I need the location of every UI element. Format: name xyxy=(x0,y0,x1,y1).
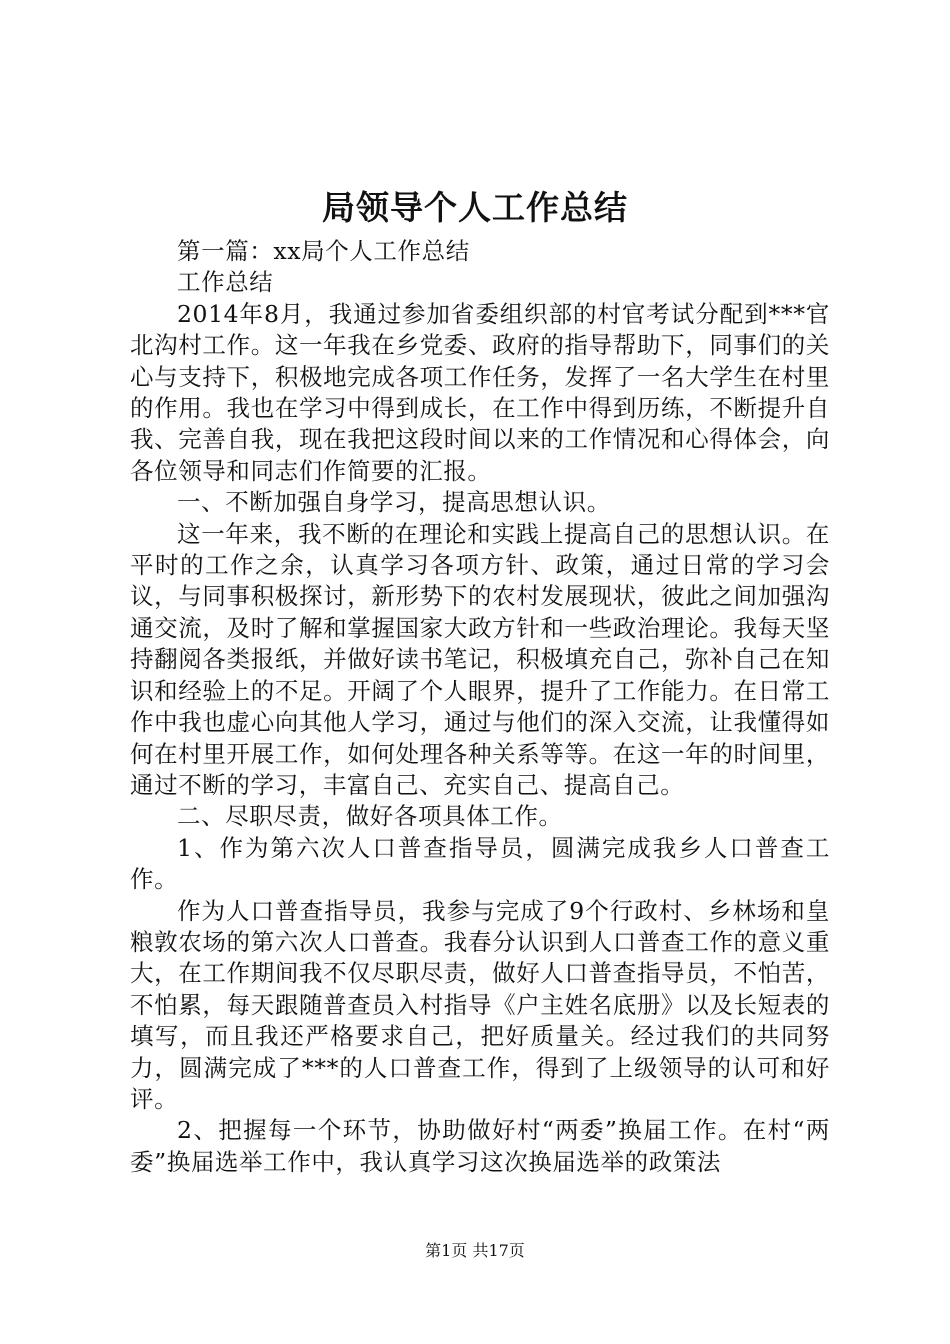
section-heading: 一、不断加强自身学习，提高思想认识。 xyxy=(177,488,611,517)
paragraph: 这一年来，我不断的在理论和实践上提高自己的思想认识。在平时的工作之余，认真学习各项方针、政策，通过日常的学习会议，与同事积极探讨，新形势下的农村发展现状，彼此之间加强沟通交流，及时了解和掌握国家大政方针和一些政治理论。我每天坚持翻阅各类报纸，并做好读书笔记，积极填充自己，弥补自己在知识和经验上的不足。开阔了个人眼界，提升了工作能力。在日常工作中我也虚心向其他人学习，通过与他们的深入交流，让我懂得如何在村里开展工作，如何处理各种关系等等。在这一年的时间里，通过不断的学习，丰富自己、充实自己、提高自己。 xyxy=(130,519,830,799)
paragraph: 2、把握每一个环节，协助做好村“两委”换届工作。在村“两委”换届选举工作中，我认真学习这次换届选举的政策法 xyxy=(130,1116,830,1176)
page-footer: 第1页 共17页 xyxy=(425,1241,525,1260)
document-title: 局领导个人工作总结 xyxy=(322,188,628,227)
paragraph: 作为人口普查指导员，我参与完成了9个行政村、乡林场和皇粮敦农场的第六次人口普查。我春分认识到人口普查工作的意义重大，在工作期间我不仅尽职尽责，做好人口普查指导员，不怕苦，不怕累，每天跟随普查员入村指导《户主姓名底册》以及长短表的填写，而且我还严格要求自己，把好质量关。经过我们的共同努力，圆满完成了***的人口普查工作，得到了上级领导的认可和好评。 xyxy=(130,896,830,1113)
section-heading: 第一篇：xx局个人工作总结 xyxy=(177,237,470,265)
document-body xyxy=(130,236,830,1178)
subheading: 工作总结 xyxy=(177,268,274,297)
paragraph: 2014年8月，我通过参加省委组织部的村官考试分配到***官北沟村工作。这一年我在乡党委、政府的指导帮助下，同事们的关心与支持下，积极地完成各项工作任务，发挥了一名大学生在村里的作用。我也在学习中得到成长，在工作中得到历练，不断提升自我、完善自我，现在我把这段时间以来的工作情况和心得体会，向各位领导和同志们作简要的汇报。 xyxy=(130,299,830,485)
paragraph: 1、作为第六次人口普查指导员，圆满完成我乡人口普查工作。 xyxy=(130,833,830,894)
section-heading: 二、尽职尽责，做好各项具体工作。 xyxy=(177,802,563,831)
